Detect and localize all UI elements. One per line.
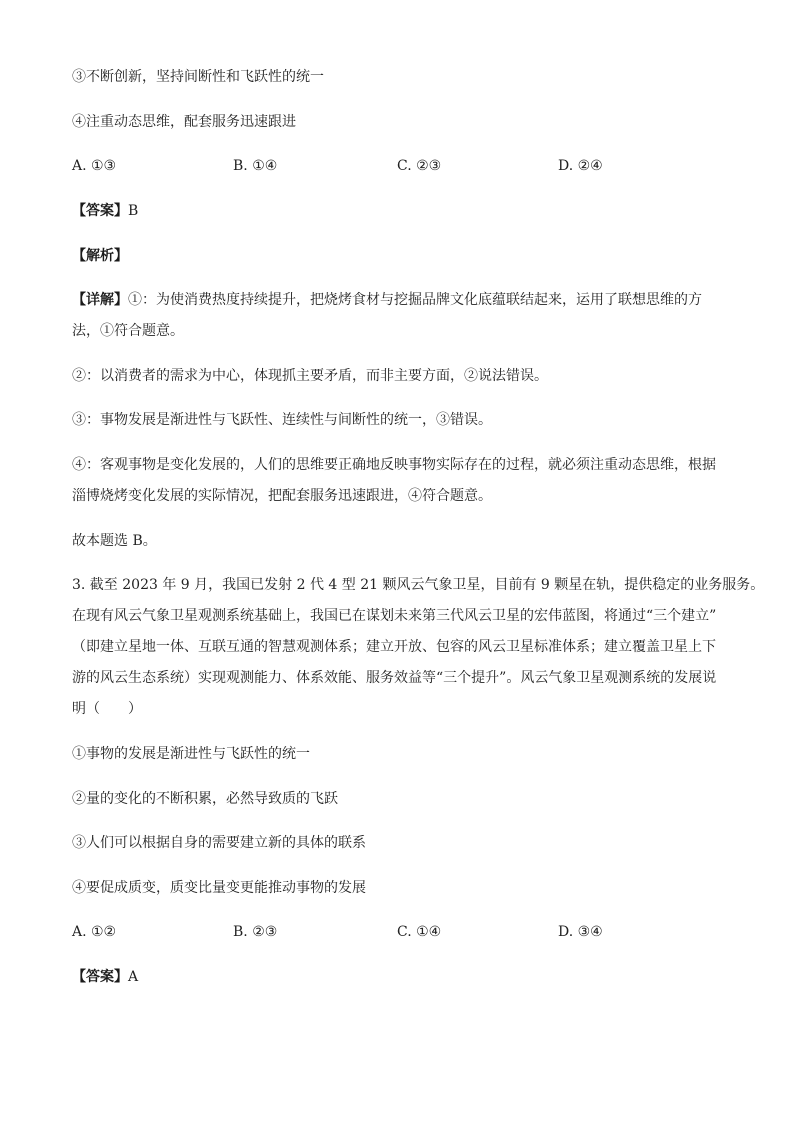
q3-stem-line-4: 游的风云生态系统）实现观测能力、体系效能、服务效益等“三个提升”。风云气象卫星观测系统的发展说 — [72, 670, 717, 686]
q2-options — [72, 156, 722, 176]
conclusion: 故本题选 B。 — [72, 533, 157, 549]
answer-value: A — [128, 969, 139, 985]
detail-line-4b: 淄博烧烤变化发展的实际情况，把配套服务迅速跟进，④符合题意。 — [72, 488, 492, 504]
q3-option-c: C. ①④ — [397, 924, 442, 940]
q2-option-b: B. ①④ — [233, 158, 278, 174]
q3-option-a: A. ①② — [72, 924, 117, 940]
q3-answer-line — [72, 967, 138, 987]
analysis-label: 【解析】 — [72, 248, 128, 264]
q3-stem-line-3: （即建立星地一体、互联互通的智慧观测体系；建立开放、包容的风云卫星标准体系；建立覆盖卫星上下 — [72, 639, 716, 655]
q3-stem-line-1: 3. 截至 2023 年 9 月，我国已发射 2 代 4 型 21 颗风云气象卫星，目前有 9 颗星在轨，提供稳定的业务服务。 — [72, 577, 765, 593]
q3-stem-line-2: 在现有风云气象卫星观测系统基础上，我国已在谋划未来第三代风云卫星的宏伟蓝图，将通过“三个建立” — [72, 608, 717, 624]
answer-label: 【答案】 — [72, 203, 128, 219]
q2-statement-4: ④注重动态思维，配套服务迅速跟进 — [72, 114, 296, 130]
answer-label: 【答案】 — [72, 969, 128, 985]
detail-line-4a: ④：客观事物是变化发展的，人们的思维要正确地反映事物实际存在的过程，就必须注重动态思维，根据 — [72, 457, 716, 473]
detail-label: 【详解】 — [72, 292, 128, 308]
q3-statement-1: ①事物的发展是渐进性与飞跃性的统一 — [72, 746, 310, 762]
q3-options — [72, 922, 722, 942]
answer-value: B — [128, 203, 139, 219]
q3-statement-3: ③人们可以根据自身的需要建立新的具体的联系 — [72, 835, 366, 851]
detail-line-1a — [72, 290, 702, 310]
q2-answer-line — [72, 201, 138, 221]
q3-statement-2: ②量的变化的不断积累，必然导致质的飞跃 — [72, 791, 338, 807]
q3-option-b: B. ②③ — [233, 924, 278, 940]
q2-option-d: D. ②④ — [558, 158, 603, 174]
q2-statement-3: ③不断创新，坚持间断性和飞跃性的统一 — [72, 69, 324, 85]
q3-stem-line-5: 明（ ） — [72, 701, 142, 717]
detail-line-2: ②：以消费者的需求为中心，体现抓主要矛盾，而非主要方面，②说法错误。 — [72, 368, 548, 384]
detail-text-1a: ①：为使消费热度持续提升，把烧烤食材与挖掘品牌文化底蕴联结起来，运用了联想思维的方 — [128, 292, 702, 308]
detail-line-1b: 法，①符合题意。 — [72, 323, 184, 339]
q3-statement-4: ④要促成质变，质变比量变更能推动事物的发展 — [72, 880, 366, 896]
q3-option-d: D. ③④ — [558, 924, 603, 940]
detail-line-3: ③：事物发展是渐进性与飞跃性、连续性与间断性的统一，③错误。 — [72, 412, 492, 428]
q2-option-c: C. ②③ — [397, 158, 442, 174]
q2-option-a: A. ①③ — [72, 158, 117, 174]
